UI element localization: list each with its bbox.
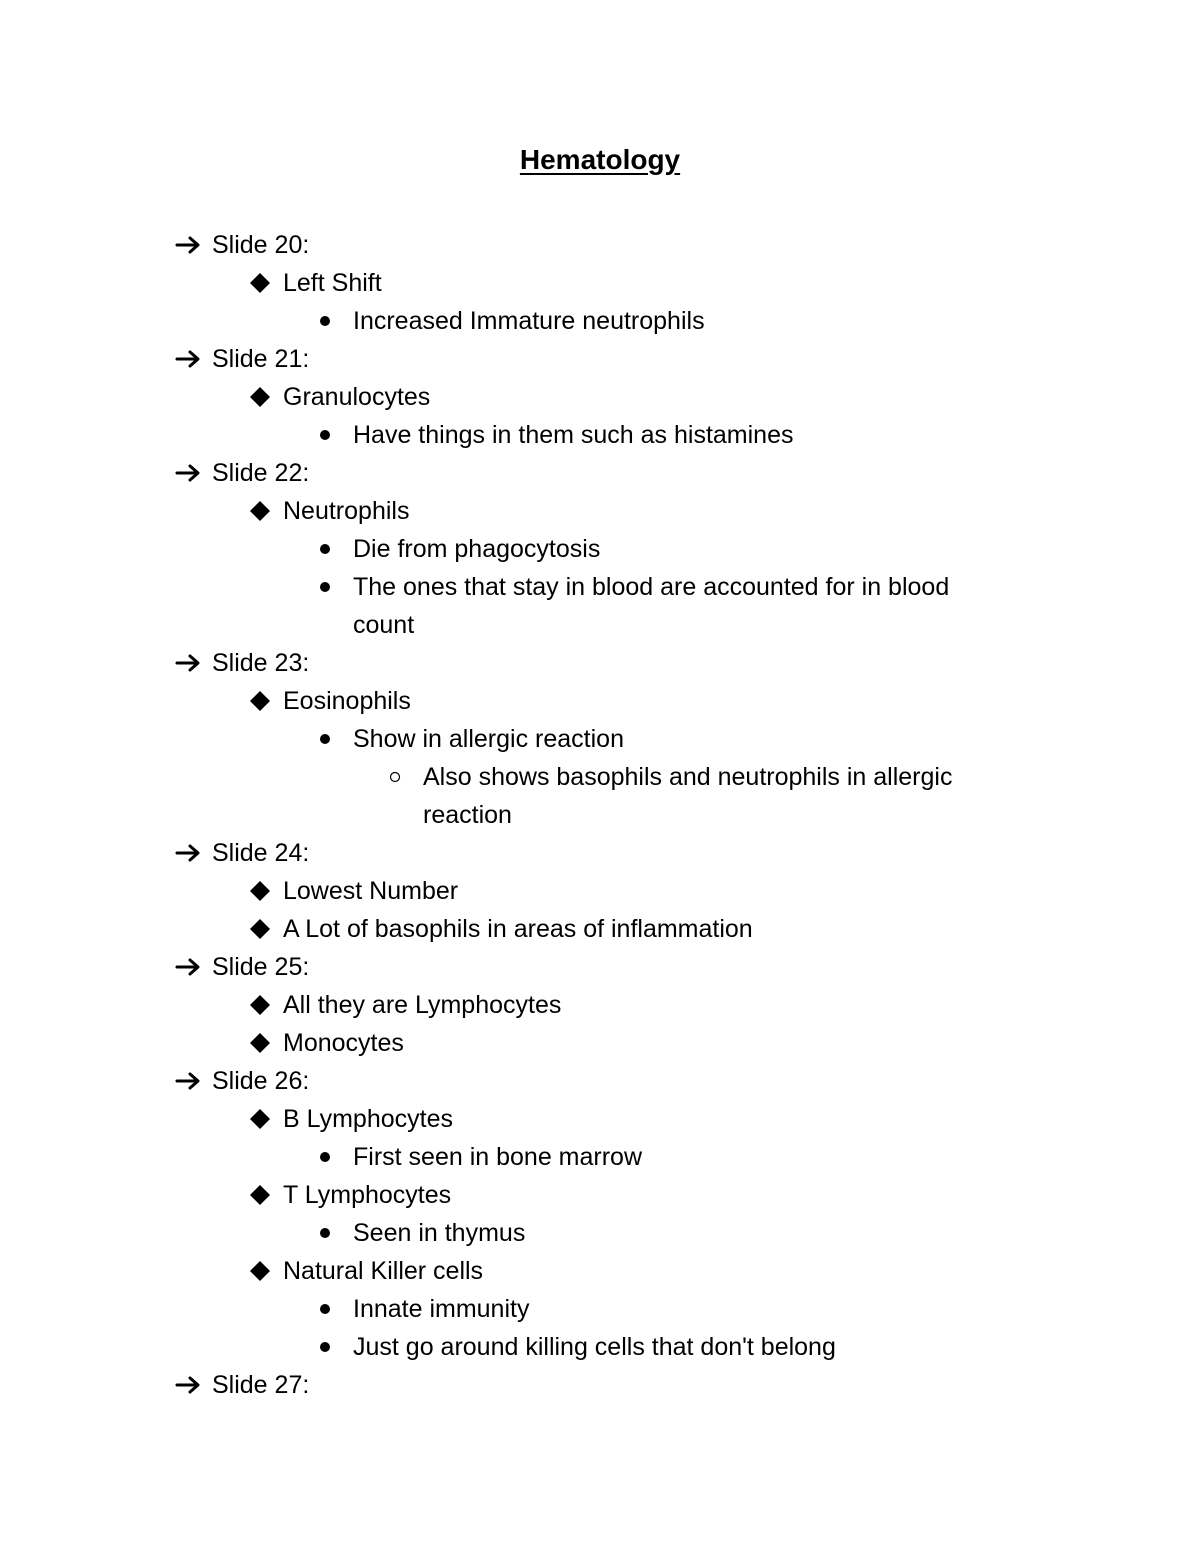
outline-item-level-2 (248, 492, 1013, 530)
outline-item-level-3 (318, 302, 1013, 340)
outline-item-level-1 (174, 340, 1012, 378)
diamond-bullet-icon (248, 1100, 272, 1138)
outline-item-text: Natural Killer cells (283, 1257, 484, 1285)
diamond-bullet-icon (248, 1252, 272, 1290)
outline-item-level-3 (318, 530, 1013, 568)
outline-item-level-3 (318, 1214, 1013, 1252)
outline-item-text: T Lymphocytes (283, 1181, 452, 1209)
diamond-bullet-icon (248, 264, 272, 302)
arrow-right-icon (174, 644, 204, 682)
outline-item-level-3 (318, 1328, 1013, 1366)
outline-item-level-1 (174, 948, 1012, 986)
outline-item-text: Have things in them such as histamines (353, 421, 794, 449)
arrow-right-icon (174, 340, 204, 378)
filled-circle-bullet-icon (318, 530, 332, 568)
outline-item-text: Seen in thymus (353, 1219, 526, 1247)
outline-item-level-2 (248, 1252, 1013, 1290)
outline-item-level-1 (174, 1062, 1012, 1100)
outline-item-text: All they are Lymphocytes (283, 991, 562, 1019)
outline-item-level-2 (248, 1176, 1013, 1214)
outline-item-text: Monocytes (283, 1029, 404, 1057)
outline-item-level-3 (318, 1290, 1013, 1328)
hollow-circle-bullet-icon (388, 758, 402, 796)
outline-item-level-2 (248, 1024, 1013, 1062)
outline-item-level-4 (388, 758, 1013, 834)
diamond-bullet-icon (248, 872, 272, 910)
arrow-right-icon (174, 226, 204, 264)
filled-circle-bullet-icon (318, 302, 332, 340)
filled-circle-bullet-icon (318, 720, 332, 758)
page-title: Hematology (519, 144, 681, 175)
outline-item-level-1 (174, 834, 1012, 872)
filled-circle-bullet-icon (318, 416, 332, 454)
outline-item-text: B Lymphocytes (283, 1105, 453, 1133)
filled-circle-bullet-icon (318, 1214, 332, 1252)
outline-item-text: Show in allergic reaction (353, 725, 624, 753)
outline-item-text: Just go around killing cells that don't belong (353, 1333, 836, 1361)
outline-item-text: The ones that stay in blood are accounted for in blood count (353, 573, 950, 639)
outline-item-text: Slide 21: (212, 345, 310, 373)
outline-item-level-3 (318, 720, 1013, 758)
outline-item-text: Also shows basophils and neutrophils in allergic reaction (423, 763, 953, 829)
outline-item-text: Increased Immature neutrophils (353, 307, 705, 335)
outline-item-level-3 (318, 568, 1013, 644)
diamond-bullet-icon (248, 910, 272, 948)
outline-item-level-1 (174, 454, 1012, 492)
outline-item-text: Eosinophils (283, 687, 411, 715)
outline-item-text: Die from phagocytosis (353, 535, 601, 563)
outline-item-text: Slide 20: (212, 231, 310, 259)
diamond-bullet-icon (248, 378, 272, 416)
outline-item-level-2 (248, 872, 1013, 910)
diamond-bullet-icon (248, 1024, 272, 1062)
outline-item-level-1 (174, 644, 1012, 682)
filled-circle-bullet-icon (318, 1328, 332, 1366)
arrow-right-icon (174, 948, 204, 986)
outline-item-text: Innate immunity (353, 1295, 530, 1323)
outline-item-text: Slide 25: (212, 953, 310, 981)
outline-item-text: A Lot of basophils in areas of inflammation (283, 915, 753, 943)
outline-item-level-2 (248, 378, 1013, 416)
outline-item-text: First seen in bone marrow (353, 1143, 643, 1171)
outline-item-text: Slide 23: (212, 649, 310, 677)
outline-item-text: Lowest Number (283, 877, 459, 905)
outline-item-level-1 (174, 1366, 1012, 1404)
outline-item-level-1 (174, 226, 1012, 264)
diamond-bullet-icon (248, 986, 272, 1024)
filled-circle-bullet-icon (318, 1290, 332, 1328)
outline-item-level-3 (318, 1138, 1013, 1176)
outline-item-text: Slide 24: (212, 839, 310, 867)
arrow-right-icon (174, 454, 204, 492)
arrow-right-icon (174, 834, 204, 872)
outline-item-text: Granulocytes (283, 383, 431, 411)
diamond-bullet-icon (248, 682, 272, 720)
diamond-bullet-icon (248, 1176, 272, 1214)
outline-item-level-2 (248, 682, 1013, 720)
outline-item-level-2 (248, 986, 1013, 1024)
diamond-bullet-icon (248, 492, 272, 530)
outline-item-text: Slide 27: (212, 1371, 310, 1399)
filled-circle-bullet-icon (318, 568, 332, 606)
outline-item-text: Slide 22: (212, 459, 310, 487)
outline-item-level-2 (248, 910, 1013, 948)
outline-item-level-2 (248, 264, 1013, 302)
arrow-right-icon (174, 1366, 204, 1404)
outline-item-text: Slide 26: (212, 1067, 310, 1095)
arrow-right-icon (174, 1062, 204, 1100)
outline-item-text: Left Shift (283, 269, 382, 297)
filled-circle-bullet-icon (318, 1138, 332, 1176)
outline-item-level-3 (318, 416, 1013, 454)
outline-item-text: Neutrophils (283, 497, 410, 525)
outline-item-level-2 (248, 1100, 1013, 1138)
